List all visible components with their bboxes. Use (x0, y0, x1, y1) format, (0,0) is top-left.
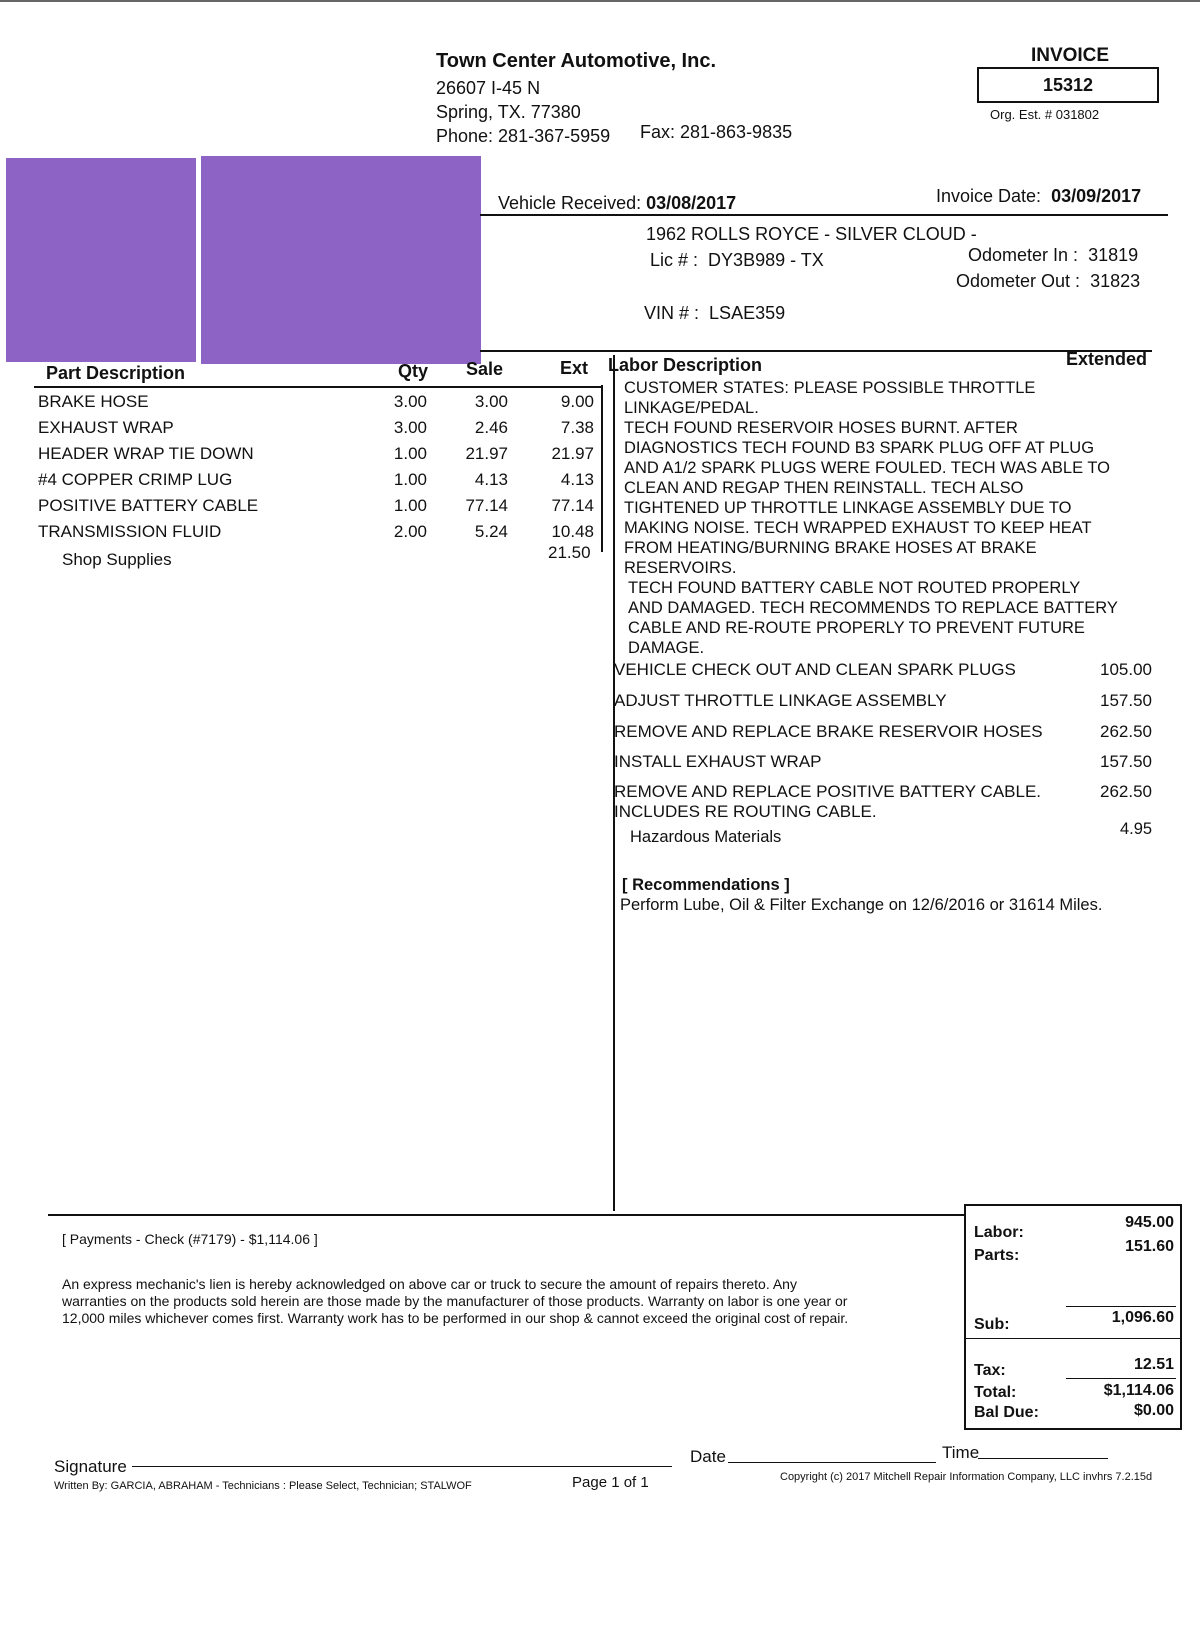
labor-item-amount: 262.50 (1100, 722, 1152, 741)
vin-label: VIN # : (644, 303, 700, 323)
part-qty: 3.00 (393, 418, 427, 437)
part-qty: 3.00 (393, 392, 427, 411)
part-desc: EXHAUST WRAP (38, 418, 174, 437)
vehicle-header-rule (480, 214, 1168, 216)
vin-value: LSAE359 (709, 303, 786, 323)
part-qty: 1.00 (393, 496, 427, 515)
lien-text (62, 1276, 848, 1327)
sale-header: Sale (466, 359, 504, 379)
part-desc: TRANSMISSION FLUID (38, 522, 222, 541)
labor-total-label: Labor: (974, 1224, 1024, 1241)
ext-column-divider (601, 385, 603, 552)
parts-table-row (0, 522, 600, 548)
part-ext: 21.97 (551, 444, 594, 463)
redaction-block-left (6, 158, 196, 362)
vin (644, 303, 785, 324)
company-city: Spring, TX. 77380 (436, 102, 581, 122)
parts-table-row (0, 444, 600, 470)
parts-table-row (0, 470, 600, 496)
parts-total-label: Parts: (974, 1247, 1020, 1264)
part-ext: 10.48 (551, 522, 594, 541)
hazardous-materials-amount: 4.95 (1120, 820, 1153, 838)
time-label: Time (942, 1443, 980, 1462)
labor-item-amount: 157.50 (1100, 691, 1152, 710)
vehicle-received (498, 193, 736, 214)
subtotal-box-rule (966, 1338, 1180, 1339)
tax-value: 12.51 (1133, 1356, 1174, 1373)
shop-supplies-label: Shop Supplies (62, 550, 172, 569)
odometer-in-value: 31819 (1088, 245, 1139, 265)
labor-note-line: CABLE AND RE-ROUTE PROPERLY TO PREVENT FUTURE (628, 619, 1085, 637)
signature-line[interactable] (132, 1466, 672, 1467)
parts-table-row (0, 392, 600, 418)
labor-item-desc-line: REMOVE AND REPLACE BRAKE RESERVOIR HOSES (614, 722, 1043, 741)
parts-header-rule (34, 386, 602, 388)
subtotal-rule (1066, 1306, 1176, 1307)
part-ext: 9.00 (560, 392, 594, 411)
labor-description-header: Labor Description (608, 355, 763, 375)
labor-item-desc (614, 782, 1041, 822)
bottom-section-rule (48, 1214, 964, 1216)
shop-supplies-ext: 21.50 (548, 543, 591, 562)
labor-note-line: DAMAGE. (628, 639, 705, 657)
license-plate (650, 250, 824, 271)
total-rule (1066, 1378, 1176, 1379)
labor-notes (624, 378, 1164, 658)
odometer-out (956, 271, 1140, 292)
part-desc: POSITIVE BATTERY CABLE (38, 496, 259, 515)
part-desc: #4 COPPER CRIMP LUG (38, 470, 233, 489)
labor-note-line: LINKAGE/PEDAL. (624, 399, 759, 417)
part-desc: HEADER WRAP TIE DOWN (38, 444, 254, 463)
scan-top-edge (0, 0, 1200, 2)
part-sale: 4.13 (474, 470, 508, 489)
part-description-header: Part Description (46, 363, 186, 383)
labor-note-line: DIAGNOSTICS TECH FOUND B3 SPARK PLUG OFF AT PLUG (624, 439, 1095, 457)
parts-total-value: 151.60 (1125, 1238, 1174, 1255)
table-top-rule (480, 350, 1152, 352)
lien-text-line: An express mechanic's lien is hereby acknowledged on above car or truck to secure the amount of repairs thereto. Any (62, 1276, 797, 1292)
labor-note-line: AND DAMAGED. TECH RECOMMENDS TO REPLACE BATTERY (628, 599, 1118, 617)
labor-item-desc-line: INCLUDES RE ROUTING CABLE. (614, 802, 877, 821)
labor-item-desc-line: INSTALL EXHAUST WRAP (614, 752, 822, 771)
written-by: Written By: GARCIA, ABRAHAM - Technicians : Please Select, Technician; STALWOF (54, 1480, 472, 1492)
part-sale: 5.24 (474, 522, 508, 541)
copyright: Copyright (c) 2017 Mitchell Repair Information Company, LLC invhrs 7.2.15d (780, 1471, 1153, 1483)
labor-item-desc-line: VEHICLE CHECK OUT AND CLEAN SPARK PLUGS (614, 660, 1016, 679)
company-fax: Fax: 281-863-9835 (640, 122, 793, 142)
labor-item-desc-line: REMOVE AND REPLACE POSITIVE BATTERY CABLE. (614, 782, 1042, 801)
labor-item-amount: 105.00 (1100, 660, 1152, 679)
company-address: 26607 I-45 N (436, 78, 541, 98)
labor-note-line: AND A1/2 SPARK PLUGS WERE FOULED. TECH WAS ABLE TO (624, 459, 1110, 477)
time-line[interactable] (978, 1458, 1108, 1459)
invoice-title: INVOICE (1030, 45, 1110, 66)
labor-item-desc (614, 752, 822, 772)
part-qty: 2.00 (393, 522, 427, 541)
odometer-out-label: Odometer Out : (956, 271, 1081, 291)
parts-table-row (0, 496, 600, 522)
part-ext: 4.13 (560, 470, 594, 489)
date-line[interactable] (728, 1462, 936, 1463)
part-sale: 3.00 (474, 392, 508, 411)
total-value: $1,114.06 (1103, 1382, 1174, 1399)
labor-note-line: FROM HEATING/BURNING BRAKE HOSES AT BRAKE (624, 539, 1037, 557)
balance-due-value: $0.00 (1133, 1402, 1174, 1419)
recommendations-title: [ Recommendations ] (622, 876, 790, 894)
vehicle-description: 1962 ROLLS ROYCE - SILVER CLOUD - (646, 224, 977, 244)
labor-note-line: CLEAN AND REGAP THEN REINSTALL. TECH ALSO (624, 479, 1024, 497)
part-desc: BRAKE HOSE (38, 392, 149, 411)
subtotal-value: 1,096.60 (1111, 1309, 1174, 1326)
payments-line: [ Payments - Check (#7179) - $1,114.06 ] (62, 1231, 318, 1247)
totals-box (964, 1204, 1182, 1430)
parts-table-row (0, 418, 600, 444)
labor-note-line: TECH FOUND RESERVOIR HOSES BURNT. AFTER (624, 419, 1018, 437)
part-sale: 2.46 (474, 418, 508, 437)
recommendations-text: Perform Lube, Oil & Filter Exchange on 12/6/2016 or 31614 Miles. (620, 896, 1103, 914)
labor-note-line: RESERVOIRS. (624, 559, 737, 577)
lien-text-line: 12,000 miles whichever comes first. Warranty work has to be performed in our shop & cannot exceed the original cost of repair. (62, 1310, 849, 1326)
part-ext: 77.14 (551, 496, 594, 515)
lien-text-line: warranties on the products sold herein are those made by the manufacturer of those products. Warranty on labor is one year or (62, 1293, 848, 1309)
labor-note-line: CUSTOMER STATES: PLEASE POSSIBLE THROTTLE (624, 379, 1036, 397)
extended-header: Extended (1066, 349, 1148, 369)
labor-item-desc-line: ADJUST THROTTLE LINKAGE ASSEMBLY (614, 691, 947, 710)
signature-label: Signature (54, 1457, 127, 1476)
labor-item-desc (614, 660, 1016, 680)
labor-note-line: TECH FOUND BATTERY CABLE NOT ROUTED PROPERLY (628, 579, 1081, 597)
labor-item-amount: 262.50 (1100, 782, 1152, 801)
hazardous-materials-label: Hazardous Materials (630, 828, 782, 846)
labor-note-line: TIGHTENED UP THROTTLE LINKAGE ASSEMBLY DUE TO (624, 499, 1072, 517)
invoice-date-value: 03/09/2017 (1051, 186, 1142, 206)
total-label: Total: (974, 1384, 1017, 1401)
org-estimate: Org. Est. # 031802 (990, 107, 1100, 122)
labor-item-desc (614, 691, 947, 711)
tax-label: Tax: (974, 1362, 1006, 1379)
license-value: DY3B989 - TX (708, 250, 824, 270)
license-label: Lic # : (650, 250, 699, 270)
part-ext: 7.38 (560, 418, 594, 437)
odometer-in (968, 245, 1138, 266)
invoice-date-label: Invoice Date: (936, 186, 1042, 206)
subtotal-label: Sub: (974, 1316, 1010, 1333)
part-qty: 1.00 (393, 470, 427, 489)
invoice-number-box: 15312 (977, 67, 1159, 103)
date-label: Date (690, 1447, 726, 1466)
ext-header: Ext (560, 358, 589, 378)
odometer-out-value: 31823 (1090, 271, 1141, 291)
qty-header: Qty (398, 361, 429, 381)
company-phone: Phone: 281-367-5959 (436, 126, 611, 146)
company-name: Town Center Automotive, Inc. (436, 50, 717, 72)
redaction-block-right (201, 156, 481, 364)
labor-item-desc (614, 722, 1043, 742)
odometer-in-label: Odometer In : (968, 245, 1079, 265)
part-sale: 77.14 (465, 496, 508, 515)
invoice-date (936, 186, 1141, 207)
part-qty: 1.00 (393, 444, 427, 463)
page-number: Page 1 of 1 (572, 1474, 649, 1491)
labor-note-line: MAKING NOISE. TECH WRAPPED EXHAUST TO KEEP HEAT (624, 519, 1092, 537)
part-sale: 21.97 (465, 444, 508, 463)
vehicle-received-label: Vehicle Received: (498, 193, 642, 213)
balance-due-label: Bal Due: (974, 1404, 1039, 1421)
labor-item-amount: 157.50 (1100, 752, 1152, 771)
labor-total-value: 945.00 (1125, 1214, 1174, 1231)
vehicle-received-date: 03/08/2017 (646, 193, 737, 213)
